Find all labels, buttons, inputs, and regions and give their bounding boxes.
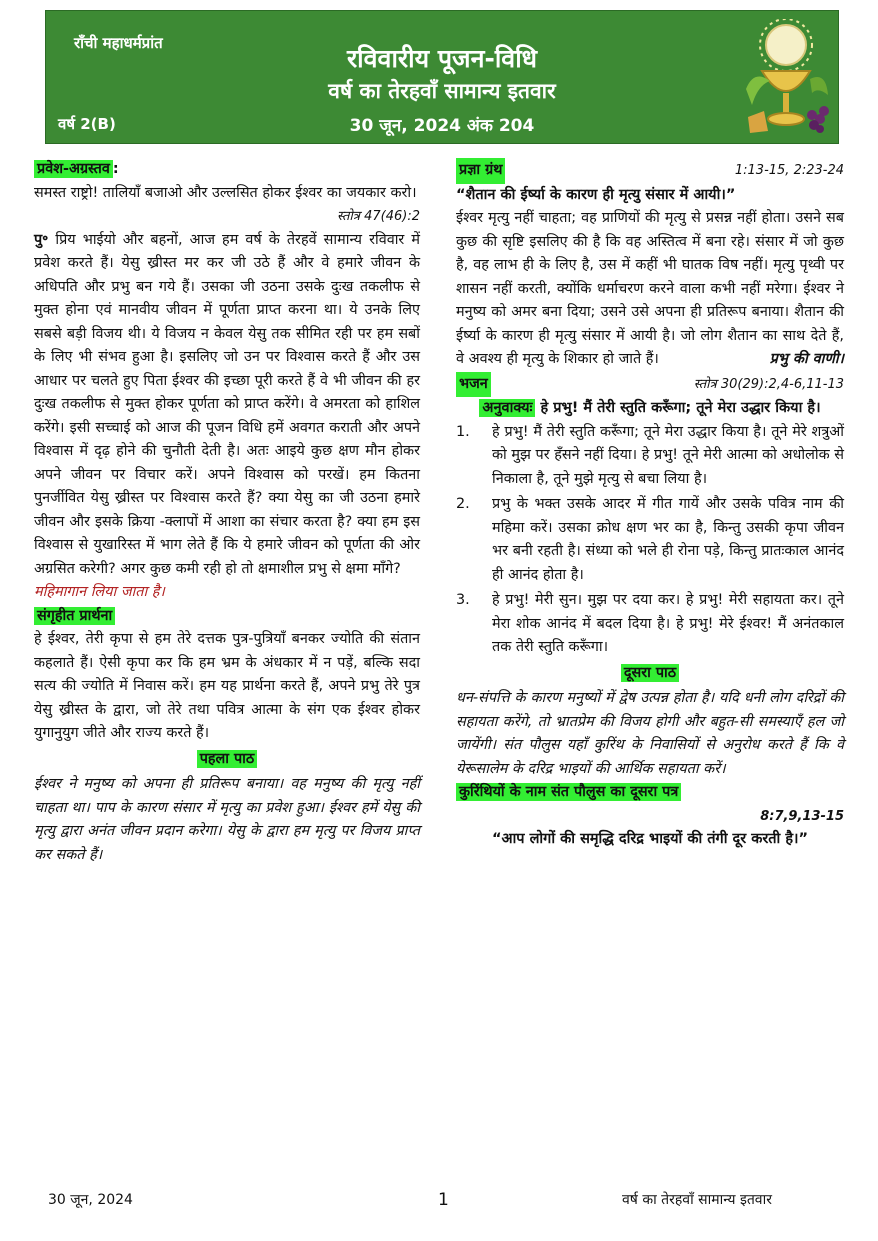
page-subtitle: वर्ष का तेरहवाँ सामान्य इतवार [328, 79, 556, 103]
verse-number: 2. [456, 496, 470, 512]
entrance-text: समस्त राष्ट्रो! तालियाँ बजाओ और उल्लसित होकर ईश्वर का जयकार करो। [34, 184, 417, 201]
page-number: 1 [438, 1190, 449, 1210]
masthead [45, 10, 839, 144]
list-item [456, 421, 844, 492]
psalm-response [456, 397, 844, 421]
entrance-antiphon [34, 182, 420, 224]
list-item [456, 493, 844, 587]
entrance-ref: स्तोत्र 47(46):2 [336, 209, 420, 224]
response-label: अनुवाक्यः [479, 399, 535, 417]
list-item [456, 589, 844, 660]
right-column [456, 158, 844, 852]
priest-label: पु॰ [34, 231, 49, 248]
wisdom-text: ईश्वर मृत्यु नहीं चाहता; वह प्राणियों की मृत्यु से प्रसन्न नहीं होता। उसने सब कुछ की सृष्टि इसलिए की है कि वह अस्तित्व में बना रहे। संसार में जो कुछ है, वह लाभ ही के लिए है, उस में कहीं भी घातक विष नहीं। मृत्यु पृथ्वी पर शासन नहीं करती, क्योंकि धर्माचरण करने वाला कभी नहीं मरेगा। ईश्वर ने मनुष्य को अमर बना दिया; उसने उसे अपना ही प्रतिरूप बनाया। शैतान की ईर्ष्या के कारण ही मृत्यु संसार में आयी है। जो लोग शैतान का साथ देते हैं, वे अवश्य ही मृत्यु के शिकार हो जाते हैं। [456, 210, 844, 367]
psalm-heading: भजन [456, 372, 491, 398]
second-reading-heading: दूसरा पाठ [621, 664, 679, 682]
chalice-icon [740, 19, 832, 139]
footer-title: वर्ष का तेरहवाँ सामान्य इतवार [622, 1192, 772, 1208]
verse-number: 3. [456, 592, 470, 608]
verse-text: प्रभु के भक्त उसके आदर में गीत गायें और उसके पवित्र नाम की महिमा करें। उसका क्रोध क्षण भर का है, किन्तु उसकी कृपा जीवन भर बनी रहती है। संध्या को भले ही रोना पड़े, किन्तु प्रातःकाल आनंद ही आनंद होता है। [492, 496, 844, 583]
corinthians-ref: 8:7,9,13-15 [760, 808, 844, 824]
issue-date: 30 जून, 2024 अंक 204 [349, 116, 535, 136]
first-reading-heading: पहला पाठ [197, 750, 258, 768]
second-reading-summary: धन-संपत्ति के कारण मनुष्यों में द्वेष उत्पन्न होता है। यदि धनी लोग दरिद्रों की सहायता करेंगे, तो भ्रातप्रेम की विजय होगी और बहुत-सी समस्याएँ हल जो जायेंगी। संत पौलुस यहाँ कुरिंथ के निवासियों से अनुरोध करते हैं कि वे येरूसालेम के दरिद्र भाइयों की आर्थिक सहायता करें। [456, 690, 844, 777]
corinthians-heading: कुरिंथियों के नाम संत पौलुस का दूसरा पत्र [456, 783, 681, 801]
wisdom-quote: “शैतान की ईर्ष्या के कारण ही मृत्यु संसार में आयी।” [456, 186, 736, 203]
verse-text: हे प्रभु! मैं तेरी स्तुति करूँगा; तूने मेरा उद्धार किया है। तूने मेरे शत्रुओं को मुझ पर हँसने नहीं दिया। हे प्रभु! तूने मेरी आत्मा को अधोलोक से निकाला है, तूने मुझे मृत्यु से बचा लिया है। [492, 423, 844, 487]
priest-intro [34, 229, 420, 582]
wisdom-ref: 1:13-15, 2:23-24 [734, 163, 844, 178]
psalm-ref: स्तोत्र 30(29):2,4-6,11-13 [693, 376, 844, 392]
entrance-heading: प्रवेश-अग्रस्तव [34, 160, 113, 178]
psalm-verses [456, 421, 844, 660]
first-reading-summary: ईश्वर ने मनुष्य को अपना ही प्रतिरूप बनाया। वह मनुष्य की मृत्यु नहीं चाहता था। पाप के कारण संसार में मृत्यु का प्रवेश हुआ। ईश्वर हमें येसु की मृत्यु द्वारा अनंत जीवन प्रदान करेगा। येसु के द्वारा हम मृत्यु पर विजय प्राप्त कर सकते हैं। [34, 776, 420, 863]
diocese-name: राँची महाधर्मप्रांत [74, 34, 163, 52]
priest-text: प्रिय भाईयो और बहनों, आज हम वर्ष के तेरहवें सामान्य रविवार में प्रवेश करते हैं। येसु ख्रीस्त मर कर जी उठे हैं और वे हमारे जीवन के अधिपति और प्रभु बन गये हैं। उसका जी उठना उसके दुःख तकलीफ से मुक्त होना एवं मानवीय जीवन में पूर्णता प्राप्त करना था। ये उनके लिए सबसे बड़ी विजय थी। ये विजय न केवल येसु तक सीमित रही पर हम सबों के लिए भी संभव हुआ है। इसलिए जो उन पर विश्वास करते हैं और उस आधार पर चलते हुए पिता ईश्वर की इच्छा पूरी करते हैं वे भी जीवन की हर दुःख तकलीफ से मुक्त होकर पूर्णता को प्राप्त करेंगे। वे अमरता को हाशिल करेंगे। इसी सच्चाई को आज की पूजन विधि हमें अवगत कराती और अपने विश्वास में दृढ़ होने की चुनौती देती है। अतः आइये कुछ क्षण मौन होकर अपने जीवन पर विचार करें। अपने विश्वास को परखें। हम कितना पुनर्जीवित येसु ख्रीस्त पर विश्वास करते हैं? क्या येसु का जी उठना हमारे जीवन और इसके क्रिया -क्लापों में आशा का संचार करता है? क्या हम इस विश्वास से युखारिस्त में भाग लेते हैं कि ये हमारे जीवन को पूर्णता की ओर अग्रसित करेगी? अगर कुछ कमी रही हो तो क्षमाशील प्रभु से क्षमा माँगे? [34, 231, 420, 577]
entrance-colon: : [112, 161, 119, 177]
word-of-lord: प्रभु की वाणी। [769, 351, 844, 367]
wisdom-reading [456, 207, 844, 372]
collect-heading: संगृहीत प्रार्थना [34, 607, 115, 625]
response-text: हे प्रभु! मैं तेरी स्तुति करूँगा; तूने मेरा उद्धार किया है। [540, 400, 821, 416]
gloria-note: महिमागान लिया जाता है। [34, 584, 165, 600]
left-column [34, 158, 420, 867]
corinthians-quote: “आप लोगों की समृद्धि दरिद्र भाइयों की तंगी दूर करती है।” [491, 831, 809, 847]
verse-number: 1. [456, 423, 470, 440]
footer-date: 30 जून, 2024 [48, 1192, 133, 1208]
liturgical-year: वर्ष 2(B) [58, 115, 116, 133]
page-title: रविवारीय पूजन-विधि [346, 44, 538, 73]
verse-text: हे प्रभु! मेरी सुन। मुझ पर दया कर। हे प्रभु! मेरी सहायता कर। तूने मेरा शोक आनंद में बदल दिया है। हे प्रभु! मेरे ईश्वर! मैं अनंतकाल तक तेरी स्तुति करूँगा। [492, 592, 844, 655]
wisdom-heading: प्रज्ञा ग्रंथ [456, 158, 505, 184]
collect-text: हे ईश्वर, तेरी कृपा से हम तेरे दत्तक पुत्र-पुत्रियाँ बनकर ज्योति की संतान कहलाते हैं। ऐसी कृपा कर कि हम भ्रम के अंधकार में न पड़ें, बल्कि सदा सत्य की ज्योति में निवास करें। हम यह प्रार्थना करते हैं, अपने प्रभु तेरे पुत्र येसु ख्रीस्त के द्वारा, जो तेरे तथा पवित्र आत्मा के संग एक ईश्वर होकर युगानुयुग जीते और राज्य करते हैं। [34, 631, 420, 741]
